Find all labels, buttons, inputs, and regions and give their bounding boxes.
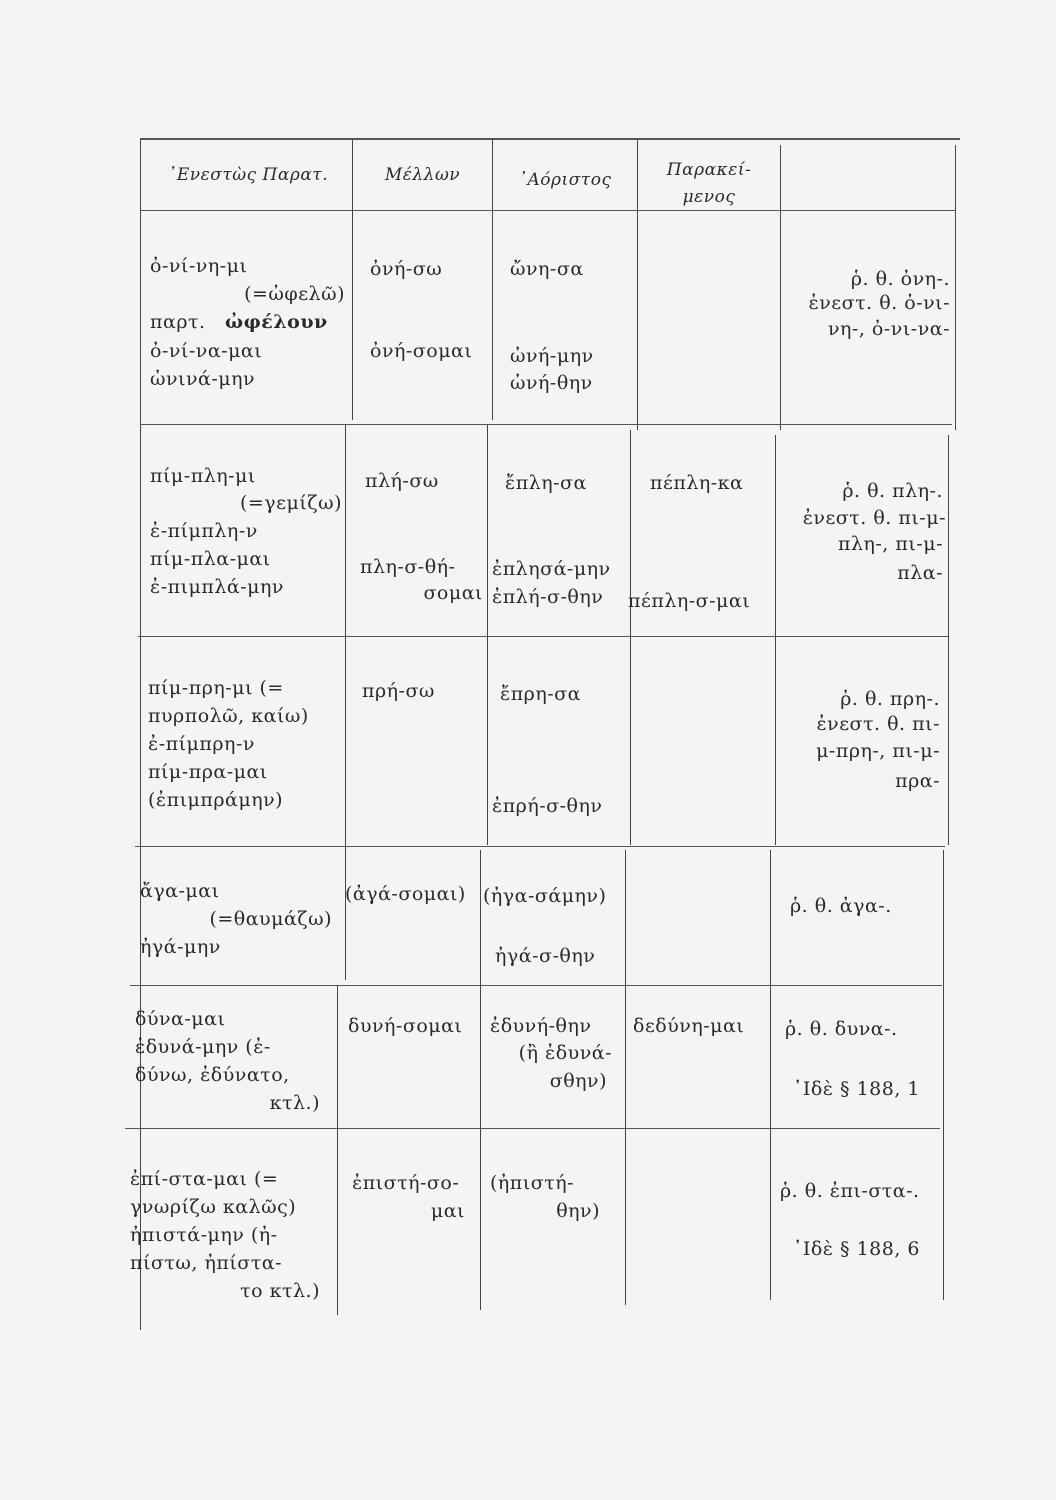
- column-rule: [140, 140, 141, 1330]
- row3-future-l1: πρή-σω: [362, 680, 435, 702]
- row3-note-l2: ἐνεστ. θ. πι-: [816, 713, 940, 735]
- column-rule: [492, 140, 493, 420]
- column-rule: [352, 140, 353, 420]
- row3-aorist-l2: ἐπρή-σ-θην: [492, 795, 603, 817]
- row5-present-l1: δύνα-μαι: [135, 1008, 226, 1030]
- row3-note-l3: μ-πρη-, πι-μ-: [816, 740, 940, 762]
- row-rule: [140, 210, 956, 211]
- row6-present-l5: το κτλ.): [240, 1280, 320, 1302]
- row6-aorist-l2: θην): [556, 1200, 600, 1222]
- row5-present-l3: δύνω, ἐδύνατο,: [135, 1064, 290, 1086]
- column-rule: [948, 435, 949, 845]
- column-rule: [625, 850, 626, 1305]
- row6-note-l1: ῥ. θ. ἐπι-στα-.: [780, 1180, 920, 1202]
- row3-present-l4: πίμ-πρα-μαι: [148, 761, 268, 783]
- column-rule: [770, 850, 771, 1300]
- row-rule: [135, 846, 945, 847]
- row4-present-l1: ἄγα-μαι: [140, 880, 220, 902]
- row5-note-l1: ῥ. θ. δυνα-.: [785, 1018, 898, 1040]
- row-rule: [138, 636, 948, 637]
- row1-present-l5: ὠνινά-μην: [150, 368, 256, 390]
- row1-aorist-l2: ὠνή-μην: [510, 345, 594, 367]
- row2-present-l1: πίμ-πλη-μι: [150, 465, 256, 487]
- row2-note-l4: πλα-: [897, 562, 943, 584]
- header-present: ᾿Ενεστὼς Παρατ.: [167, 165, 329, 185]
- row3-present-l3: ἐ-πίμπρη-ν: [148, 733, 255, 755]
- row2-aorist-l3: ἐπλή-σ-θην: [492, 586, 604, 608]
- row-rule: [130, 985, 942, 986]
- row5-present-l4: κτλ.): [269, 1092, 320, 1114]
- row1-present-l2: (=ὠφελῶ): [244, 283, 345, 305]
- row4-note-l1: ῥ. θ. ἀγα-.: [790, 895, 892, 917]
- column-rule: [630, 430, 631, 845]
- row2-present-l2: (=γεμίζω): [239, 492, 342, 514]
- row2-present-l3: ἐ-πίμπλη-ν: [150, 520, 258, 542]
- row2-perfect-l2: πέπλη-σ-μαι: [628, 590, 751, 612]
- row1-present-l3: παρτ.: [150, 311, 206, 333]
- header-perfect-1: Παρακεί-: [666, 160, 752, 180]
- row2-future-l2: πλη-σ-θή-: [360, 556, 456, 578]
- row2-perfect-l1: πέπλη-κα: [650, 472, 744, 494]
- row4-present-l3: ἠγά-μην: [140, 936, 221, 958]
- row2-future-l1: πλή-σω: [365, 470, 439, 492]
- column-rule: [480, 850, 481, 1310]
- header-perfect-2: μενος: [682, 187, 736, 207]
- column-rule: [487, 425, 488, 845]
- row4-future-l1: (ἀγά-σομαι): [345, 883, 466, 905]
- row2-aorist-l1: ἔπλη-σα: [505, 472, 587, 494]
- row1-present-l1: ὀ-νί-νη-μι: [150, 255, 248, 277]
- row-rule: [125, 1128, 940, 1129]
- row3-aorist-l1: ἔπρη-σα: [500, 683, 581, 705]
- row1-present-l3b: ὠφέλουν: [225, 311, 328, 333]
- row4-present-l2: (=θαυμάζω): [209, 908, 332, 930]
- row3-present-l5: (ἐπιμπράμην): [148, 789, 284, 811]
- row6-present-l4: πίστω, ἠπίστα-: [130, 1252, 283, 1274]
- row1-aorist-l1: ὤνη-σα: [510, 258, 584, 280]
- row3-present-l1: πίμ-πρη-μι (=: [148, 677, 284, 699]
- row1-note-l1: ῥ. θ. ὀνη-.: [850, 268, 950, 290]
- header-aorist: ᾿Αόριστος: [518, 170, 612, 190]
- row1-aorist-l3: ὠνή-θην: [510, 372, 593, 394]
- row4-aorist-l2: ἠγά-σ-θην: [495, 945, 596, 967]
- column-rule: [955, 145, 956, 430]
- row2-note-l2: ἐνεστ. θ. πι-μ-: [802, 507, 946, 529]
- row-rule: [140, 424, 952, 425]
- row5-perfect-l1: δεδύνη-μαι: [633, 1015, 745, 1037]
- column-rule: [943, 850, 944, 1300]
- row6-note-l2: ᾿Ιδὲ § 188, 6: [792, 1238, 920, 1260]
- row2-aorist-l2: ἐπλησά-μην: [492, 558, 611, 580]
- row1-note-l2: ἐνεστ. θ. ὀ-νι-: [808, 292, 950, 314]
- column-rule: [337, 985, 338, 1315]
- column-rule: [637, 140, 638, 430]
- row3-present-l2: πυρπολῶ, καίω): [148, 705, 309, 727]
- row5-aorist-l3: σθην): [549, 1070, 607, 1092]
- header-future: Μέλλων: [384, 165, 461, 185]
- table-top-rule: [140, 138, 960, 140]
- row2-future-l3: σομαι: [423, 582, 483, 604]
- row2-present-l4: πίμ-πλα-μαι: [150, 548, 271, 570]
- row5-aorist-l1: ἐδυνή-θην: [490, 1015, 592, 1037]
- row2-note-l3: πλη-, πι-μ-: [837, 533, 943, 555]
- row6-present-l1: ἐπί-στα-μαι (=: [130, 1168, 279, 1190]
- row4-aorist-l1: (ἠγα-σάμην): [483, 885, 607, 907]
- row2-note-l1: ῥ. θ. πλη-.: [842, 480, 943, 502]
- row6-present-l2: γνωρίζω καλῶς): [130, 1196, 297, 1218]
- row3-note-l4: πρα-: [895, 770, 940, 792]
- row5-aorist-l2: (ἢ ἐδυνά-: [518, 1042, 612, 1064]
- row6-future-l1: ἐπιστή-σο-: [352, 1172, 460, 1194]
- row5-future-l1: δυνή-σομαι: [348, 1015, 463, 1037]
- row5-note-l2: ᾿Ιδὲ § 188, 1: [792, 1078, 920, 1100]
- row6-aorist-l1: (ἠπιστή-: [490, 1172, 575, 1194]
- row1-note-l3: νη-, ὀ-νι-να-: [827, 318, 950, 340]
- row1-future-l1: ὀνή-σω: [370, 258, 443, 280]
- column-rule: [780, 145, 781, 430]
- row1-future-l2: ὀνή-σομαι: [370, 340, 473, 362]
- row6-future-l2: μαι: [430, 1200, 465, 1222]
- row1-present-l4: ὀ-νί-να-μαι: [150, 340, 263, 362]
- row5-present-l2: ἐδυνά-μην (ἐ-: [135, 1036, 271, 1058]
- row2-present-l5: ἐ-πιμπλά-μην: [150, 576, 284, 598]
- row3-note-l1: ῥ. θ. πρη-.: [840, 688, 940, 710]
- row6-present-l3: ἠπιστά-μην (ἠ-: [130, 1224, 278, 1246]
